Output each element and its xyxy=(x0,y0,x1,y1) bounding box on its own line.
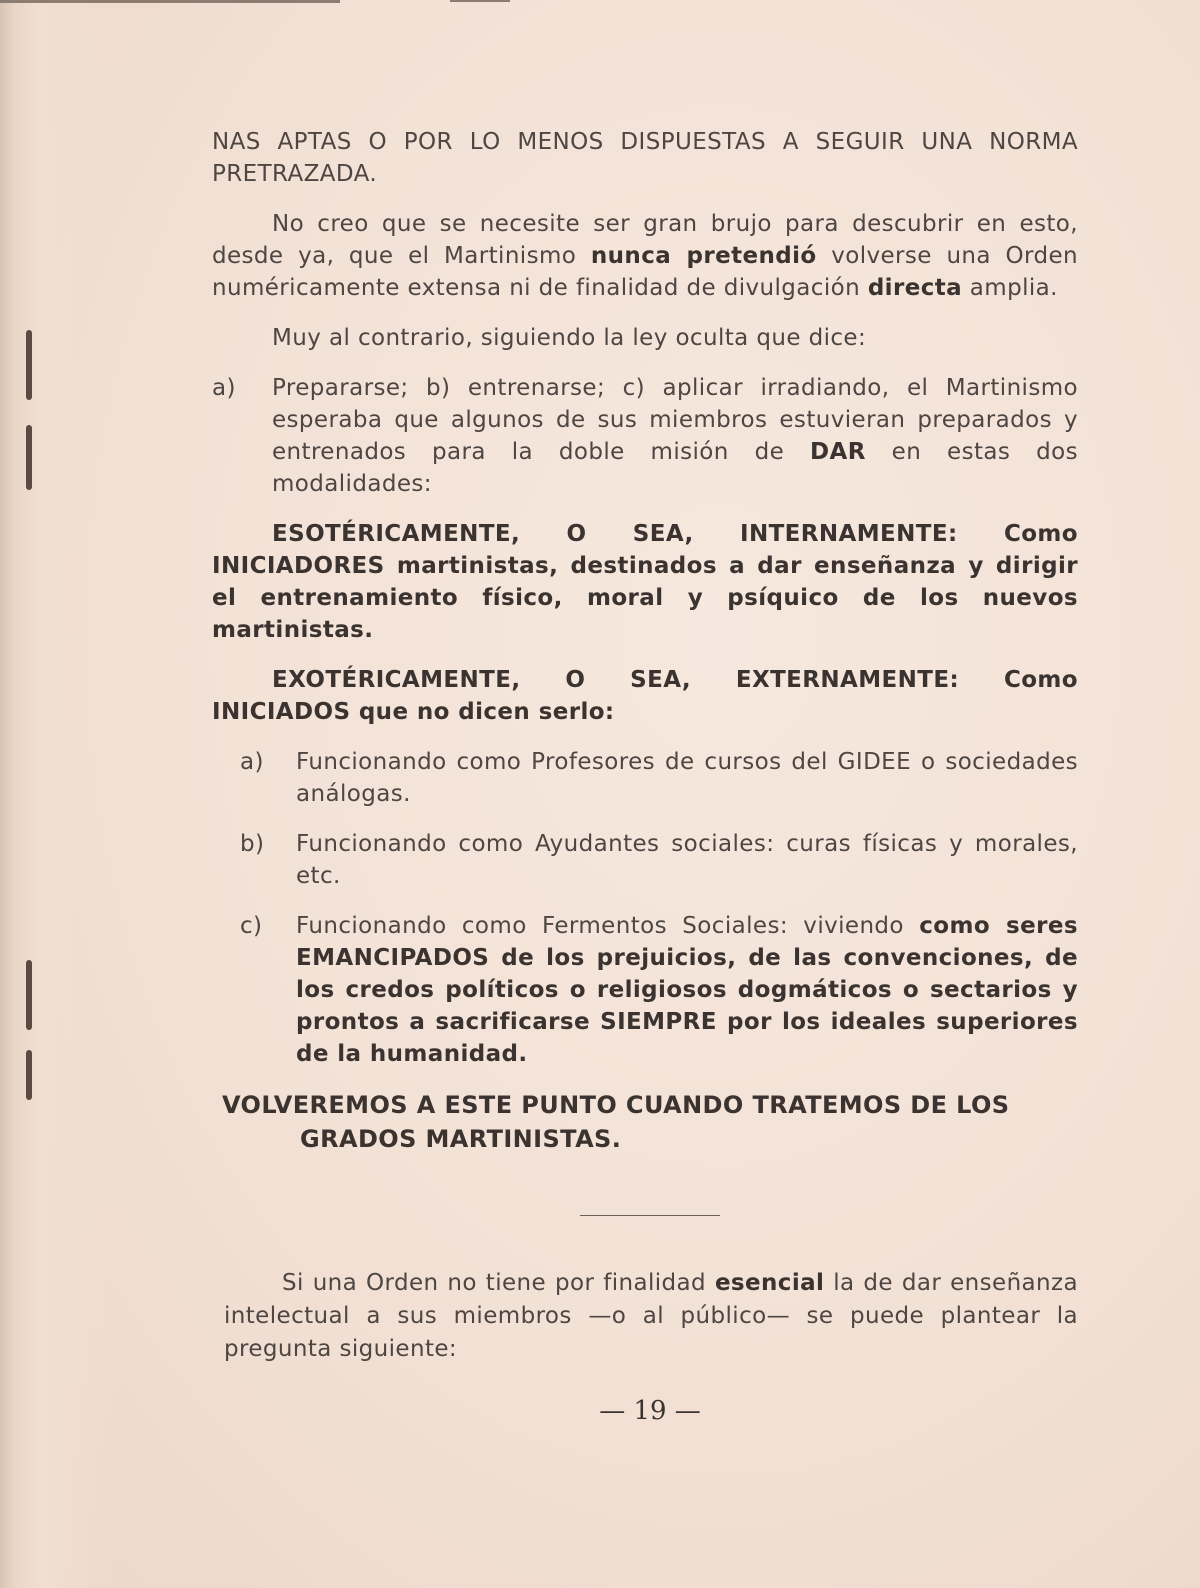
binding-stain xyxy=(26,1050,32,1100)
list-item-text xyxy=(296,910,1078,1070)
page-top-edge-fragment xyxy=(450,0,510,2)
sub-list xyxy=(240,746,1078,1070)
page-top-edge xyxy=(0,0,340,3)
paragraph xyxy=(212,208,1078,304)
page-number: — 19 — xyxy=(599,1396,701,1426)
list-item xyxy=(240,746,1078,810)
list-marker: c) xyxy=(240,913,263,939)
text-run: No creo que se necesite ser gran brujo para descubrir en esto, desde ya, que el Martinismo xyxy=(212,211,1078,269)
list-item xyxy=(240,910,1078,1070)
text-run: amplia. xyxy=(962,275,1058,301)
page-body xyxy=(212,126,1078,1156)
text-run: volverse una Orden numéricamente extensa ni de finalidad de divulgación xyxy=(212,243,1078,301)
list-marker: b) xyxy=(240,831,265,857)
exoteric-paragraph: EXOTÉRICAMENTE, O SEA, EXTERNAMENTE: Como INICIADOS que no dicen serlo: xyxy=(212,667,1078,725)
esoteric-paragraph: ESOTÉRICAMENTE, O SEA, INTERNAMENTE: Como INICIADORES martinistas, destinados a dar enseñanza y dirigir el entrenamiento físico, moral y psíquico de los nuevos martinistas. xyxy=(212,521,1078,643)
divider xyxy=(580,1215,720,1216)
paragraph-continuation: NAS APTAS O POR LO MENOS DISPUESTAS A SEGUIR UNA NORMA PRETRAZADA. xyxy=(212,129,1078,187)
list-item xyxy=(212,372,1078,500)
text-run: Prepararse; b) entrenarse; c) aplicar irradiando, el Martinismo esperaba que algunos de sus miembros estuvieran preparados y entrenados para la doble misión de xyxy=(272,375,1078,465)
text-run: la de dar enseñanza intelectual a sus miembros —o al público— se puede plantear la pregunta siguiente: xyxy=(224,1270,1078,1362)
bold-text: esencial xyxy=(714,1270,825,1296)
list-marker: a) xyxy=(240,749,264,775)
text-run: Funcionando como Fermentos Sociales: viviendo xyxy=(296,913,920,939)
list-item-text xyxy=(272,372,1078,500)
binding-stain xyxy=(26,425,32,490)
bold-text: directa xyxy=(867,275,963,301)
bold-text: DAR xyxy=(810,439,866,465)
paragraph: Muy al contrario, siguiendo la ley oculta que dice: xyxy=(272,325,867,351)
binding-stain xyxy=(26,330,32,400)
text-run: en estas dos modalidades: xyxy=(272,439,1078,497)
list-item-text: Funcionando como Ayudantes sociales: curas físicas y morales, etc. xyxy=(296,831,1078,889)
bold-text: nunca pretendió xyxy=(590,243,817,269)
list-item-text: Funcionando como Profesores de cursos del GIDEE o sociedades análogas. xyxy=(296,749,1078,807)
section-note xyxy=(222,1088,1078,1156)
binding-stain xyxy=(26,960,32,1030)
closing-paragraph xyxy=(224,1267,1078,1366)
bold-text: como seres EMANCIPADOS de los prejuicios, de las convenciones, de los credos políticos o religiosos dogmáticos o sectarios y prontos a sacrificarse SIEMPRE por los ideales superiores de la humanidad. xyxy=(296,913,1078,1067)
section-note-line: VOLVEREMOS A ESTE PUNTO CUANDO TRATEMOS DE LOS xyxy=(222,1091,1010,1119)
section-note-line: GRADOS MARTINISTAS. xyxy=(300,1125,622,1153)
list-item xyxy=(240,828,1078,892)
list-marker: a) xyxy=(212,375,236,401)
text-run: Si una Orden no tiene por finalidad xyxy=(282,1270,715,1296)
